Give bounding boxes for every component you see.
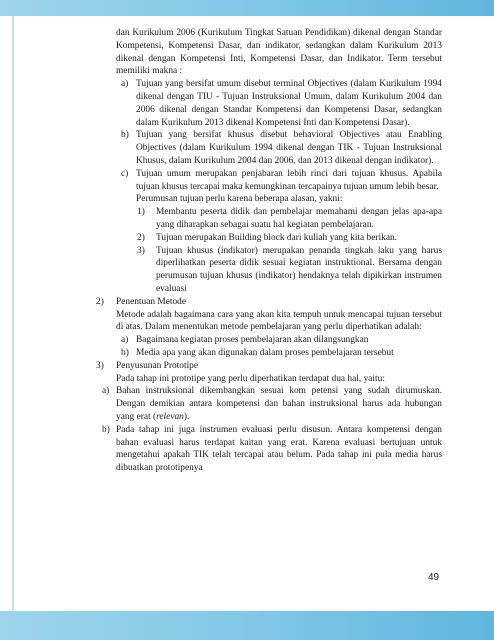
list-marker: 1) xyxy=(137,207,145,218)
meaning-item-a xyxy=(116,78,442,129)
list-text: Tujuan yang bersifat umum disebut terminal Objectives (dalam Kurikulum 1994 dikenal dengan TIU - Tujuan Instruksional Umum, dalam Kurikulum 2004 dan 2006 dikenal dengan Standar Kompetensi dan Kompetensi Dasar, sedangkan dalam Kurikulum 2013 dikenal Kompetensi Inti dan Kompetensi Dasar). xyxy=(136,79,442,128)
list-text xyxy=(116,386,442,422)
reason-item-1 xyxy=(116,206,442,232)
section-body-prototype: Pada tahap ini prototipe yang perlu diperhatikan terdapat dua hal, yaitu: xyxy=(116,373,385,384)
footer-band xyxy=(0,611,494,640)
list-marker: 2) xyxy=(137,232,145,243)
list-text: Bagaimana kegiatan proses pembelajaran akan dilangsungkan xyxy=(136,335,369,346)
margin-rule xyxy=(12,16,14,611)
section-title: Penentuan Metode xyxy=(116,296,187,307)
list-text: Media apa yang akan digunakan dalam proses pembelajaran tersebut xyxy=(136,347,394,358)
header-band xyxy=(0,0,494,16)
list-marker: b) xyxy=(121,347,129,358)
list-text: Tujuan yang bersifat khusus disebut behavioral Objectives atau Enabling Objectives (dalam Kurikulum 1994 dikenal dengan TIK - Tujuan Instruksional Khusus, dalam Kurikulum 2004 dan 2006, dan 2013 dikenal dengan indikator). xyxy=(136,130,442,166)
list-text-part: ). xyxy=(183,411,190,422)
list-text: Tujuan khusus (indikator) merupakan penanda tingkah laku yang harus diperlihatkan peserta didik sesuai kegiatan instruktional. Bersama dengan perumusan tujuan khusus (indikator) hendaknya telah dipikirkan instrumen evaluasi xyxy=(156,245,442,294)
list-marker: a) xyxy=(121,335,129,346)
italic-term: relevan xyxy=(156,411,184,422)
list-text: Pada tahap ini juga instrumen evaluasi perlu disusun. Antara kompetensi dengan bahan evaluasi harus terdapat kaitan yang erat. Karena evaluasi bertujuan untuk mengetahui apakah TIK telah tercapai atau belum. Pada tahap ini pula media harus dibuatkan prototipenya xyxy=(116,424,442,474)
list-text: Tujuan merupakan Building block dari kuliah yang kita berikan. xyxy=(156,232,398,243)
reason-item-3 xyxy=(116,245,442,296)
method-item-a xyxy=(116,334,442,347)
section-marker: 2) xyxy=(96,296,104,307)
section-title: Penyusunan Prototipe xyxy=(116,360,199,371)
section-heading-prototype xyxy=(96,360,442,373)
list-text: Membantu peserta didik dan pembelajar memahami dengan jelas apa-apa yang diharapkan sebagai suatu hal kegiatan pembelajaran. xyxy=(156,207,442,230)
section-heading-method xyxy=(96,296,442,309)
page-number: 49 xyxy=(428,572,440,583)
list-marker: b) xyxy=(102,424,110,435)
list-marker: a) xyxy=(102,386,110,397)
meaning-item-b xyxy=(116,129,442,167)
prototype-item-b xyxy=(102,424,442,475)
section-body-method: Metode adalah bagaimana cara yang akan kita tempuh untuk mencapai tujuan tersebut di atas. Dalam menentukan metode pembelajaran yang perlu diperhatikan adalah: xyxy=(116,309,442,333)
list-marker: 3) xyxy=(137,245,145,256)
meaning-item-c xyxy=(116,168,442,194)
reason-item-2 xyxy=(116,232,442,245)
reasons-intro: Perumusan tujuan perlu karena beberapa alasan, yakni: xyxy=(136,194,343,205)
list-text: Tujuan umum merupakan penjabaran lebih rinci dari tujuan khusus. Apabila tujuan khusus tercapai maka kemungkinan tercapainya tujuan umum lebih besar. xyxy=(136,168,442,192)
section-marker: 3) xyxy=(96,360,104,371)
list-marker: c) xyxy=(121,168,129,179)
intro-paragraph: dan Kurikulum 2006 (Kurikulum Tingkat Satuan Pendidikan) dikenal dengan Standar Kompetensi, Kompetensi Dasar, dan indikator, sedangkan dalam Kurikulum 2013 dikenal dengan Kompetensi Inti, Kompetensi Dasar, dan Indikator. Term tersebut memiliki makna : xyxy=(116,28,442,77)
method-item-b xyxy=(116,347,442,360)
page-content xyxy=(96,27,442,475)
list-marker: b) xyxy=(121,130,129,141)
list-marker: a) xyxy=(121,79,129,90)
prototype-item-a xyxy=(102,385,442,423)
list-text-part: Bahan instruksional dikembangkan sesuai kom petensi yang sudah dirumuskan. Dengan demikian antara kompetensi dan bahan instruksional harus ada hubungan yang erat ( xyxy=(116,386,442,422)
